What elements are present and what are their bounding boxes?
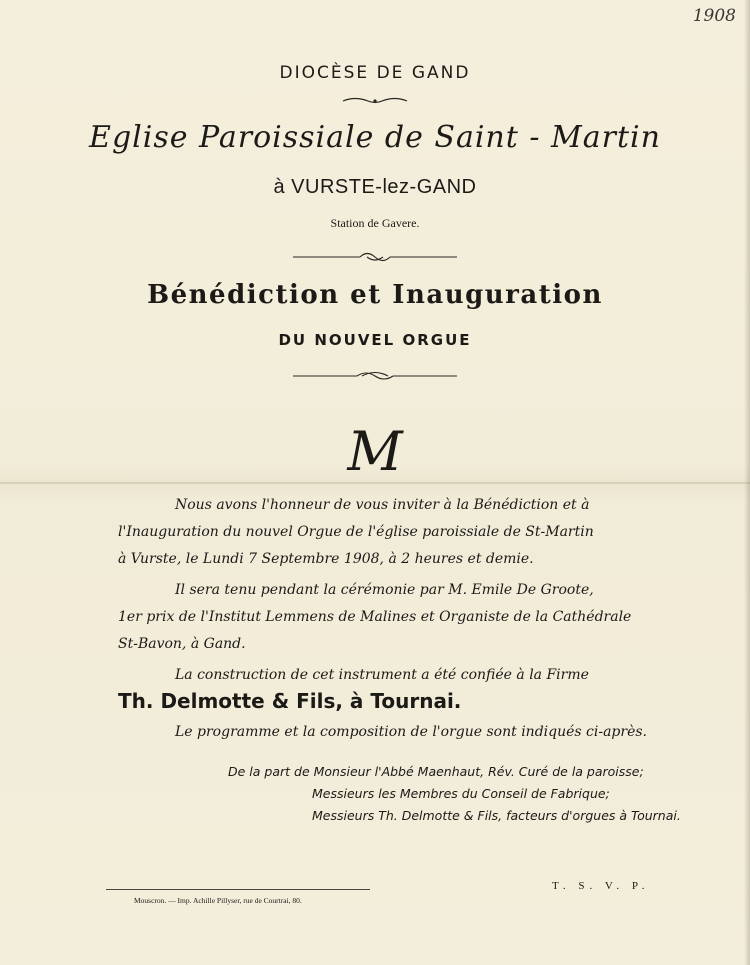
ornament-rule-icon	[0, 368, 750, 384]
diocese-heading: DIOCÈSE DE GAND	[279, 63, 471, 83]
ornament-rule-icon	[0, 249, 750, 265]
ornament-divider-icon	[0, 93, 750, 109]
printer-credit: Mouscron. — Imp. Achille Pillyser, rue de Courtrai, 80.	[134, 896, 302, 905]
signature-line: De la part de Monsieur l'Abbé Maenhaut, Rév. Curé de la paroisse;	[228, 764, 644, 779]
salutation-initial: M	[347, 420, 403, 483]
paragraph-line: l'Inauguration du nouvel Orgue de l'église paroissiale de St-Martin	[118, 524, 594, 540]
footer-rule	[106, 889, 370, 890]
church-name: Eglise Paroissiale de Saint - Martin	[89, 120, 661, 155]
subtitle: DU NOUVEL ORGUE	[278, 331, 472, 349]
handwritten-year: 1908	[692, 6, 736, 26]
paragraph-line: à Vurste, le Lundi 7 Septembre 1908, à 2 heures et demie.	[118, 551, 534, 567]
church-location: à VURSTE-lez-GAND	[273, 176, 477, 198]
paragraph-line: Il sera tenu pendant la cérémonie par M. Emile De Groote,	[175, 582, 594, 598]
main-title: Bénédiction et Inauguration	[147, 280, 603, 310]
firm-name: Th. Delmotte & Fils, à Tournai.	[118, 689, 462, 713]
station-note: Station de Gavere.	[330, 216, 420, 230]
paragraph-line: Nous avons l'honneur de vous inviter à la Bénédiction et à	[175, 497, 590, 513]
please-turn-over: T. S. V. P.	[552, 880, 650, 892]
paragraph-line: St-Bavon, à Gand.	[118, 636, 246, 652]
signature-line: Messieurs les Membres du Conseil de Fabrique;	[312, 786, 610, 801]
paragraph-line: 1er prix de l'Institut Lemmens de Malines et Organiste de la Cathédrale	[118, 609, 632, 625]
paragraph-line: Le programme et la composition de l'orgue sont indiqués ci-après.	[175, 724, 648, 740]
paragraph-line: La construction de cet instrument a été confiée à la Firme	[175, 667, 589, 683]
signature-line: Messieurs Th. Delmotte & Fils, facteurs d'orgues à Tournai.	[312, 808, 681, 823]
